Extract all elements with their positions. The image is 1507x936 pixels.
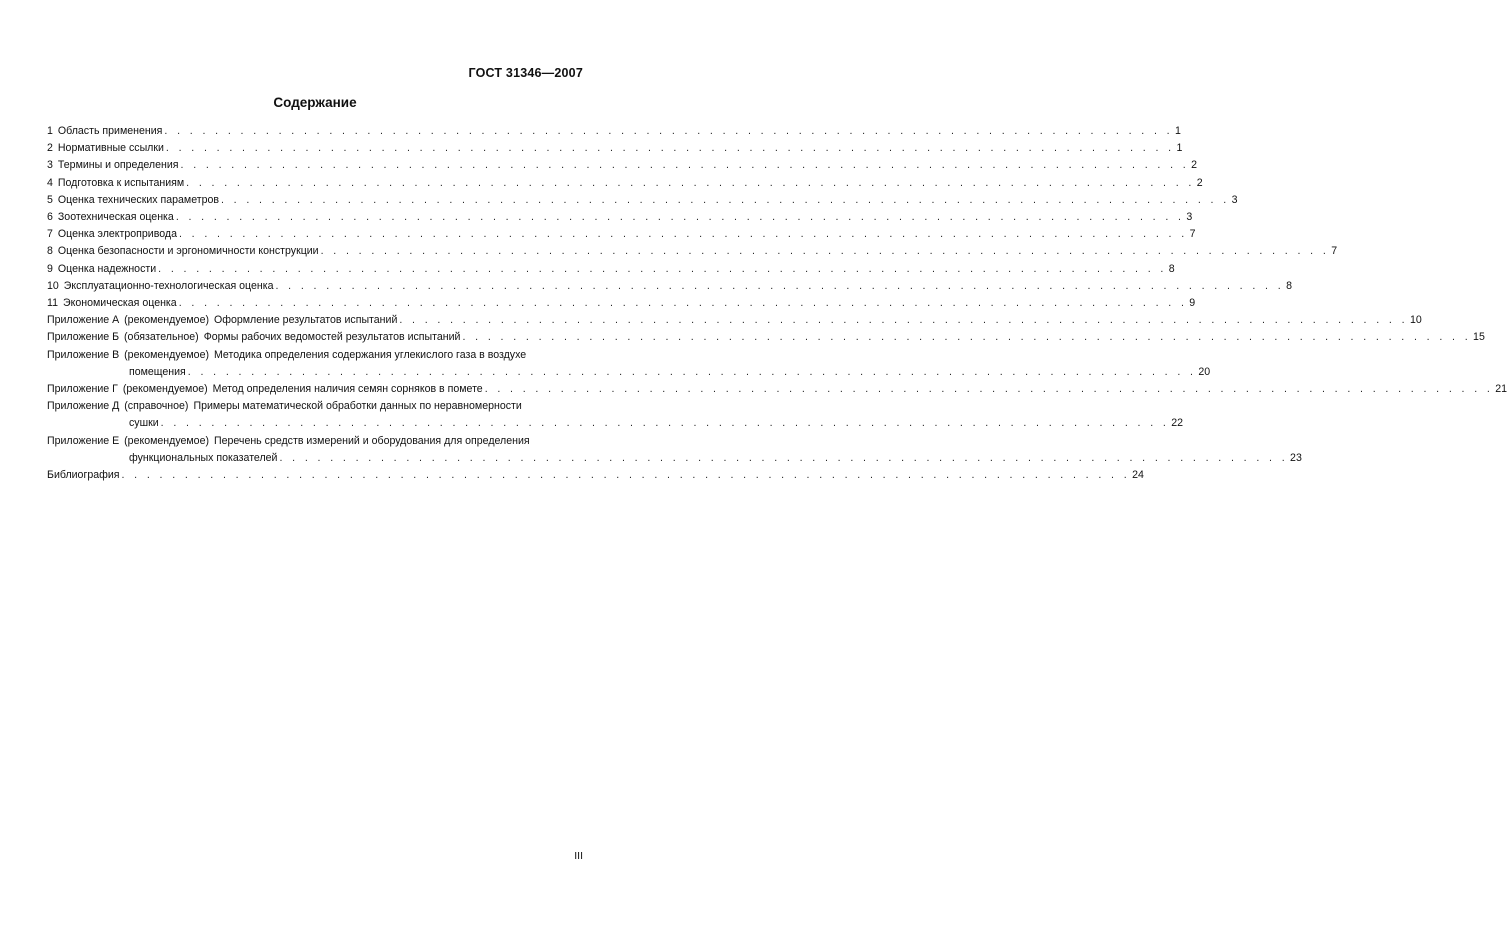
toc-entry-line xyxy=(47,192,1238,209)
toc-entry-line xyxy=(47,140,1183,157)
toc-entry[interactable] xyxy=(47,243,1338,260)
toc-entry-number: 10 xyxy=(47,279,59,292)
toc-entry-title-continued: помещения xyxy=(129,365,186,378)
toc-entry-number: Приложение Е xyxy=(47,434,120,447)
toc-entry-line-continued xyxy=(47,450,1302,467)
toc-entry-title: Оценка электропривода xyxy=(57,228,177,241)
toc-entry-number: Приложение Г xyxy=(47,383,118,396)
toc-entry[interactable] xyxy=(47,433,1302,467)
toc-entry-leader: . . . . . . . . . . . . . . . . . . . . . . . . . . . . . . . . . . . . . . . . . . . . . . . . . . . . . . . . . . . . . . . . . . . . . . . . . . . . . . . . xyxy=(279,451,1289,464)
toc-entry-number: 7 xyxy=(47,228,53,241)
toc-entry-leader: . . . . . . . . . . . . . . . . . . . . . . . . . . . . . . . . . . . . . . . . . . . . . . . . . . . . . . . . . . . . . . . . . . . . . . . . . . . . . . . . xyxy=(158,262,1167,275)
toc-entry-page: 24 xyxy=(1132,469,1144,482)
toc-entry[interactable] xyxy=(47,226,1196,243)
toc-entry-leader: . . . . . . . . . . . . . . . . . . . . . . . . . . . . . . . . . . . . . . . . . . . . . . . . . . . . . . . . . . . . . . . . . . . . . . . . . . . . . . . . xyxy=(186,176,1195,189)
toc-entry-annex-status: (справочное) xyxy=(124,400,189,413)
toc-entry-number: Библиография xyxy=(47,469,120,482)
toc-entry-line xyxy=(47,226,1196,243)
toc-entry-annex-status: (рекомендуемое) xyxy=(122,383,208,396)
toc-entry-title: Метод определения наличия семян сорняков в помете xyxy=(212,383,483,396)
toc-entry-title: Подготовка к испытаниям xyxy=(57,176,185,189)
toc-entry[interactable] xyxy=(47,209,1193,226)
toc-entry-line xyxy=(47,157,1198,174)
toc-entry[interactable] xyxy=(47,278,1292,295)
toc-entry-leader: . . . . . . . . . . . . . . . . . . . . . . . . . . . . . . . . . . . . . . . . . . . . . . . . . . . . . . . . . . . . . . . . . . . . . . . . . . . . . . . . xyxy=(275,279,1285,292)
toc-entry-number: 3 xyxy=(47,159,53,172)
toc-entry-number: 5 xyxy=(47,193,53,206)
toc-entry-title: Область применения xyxy=(57,125,163,137)
toc-entry-leader: . . . . . . . . . . . . . . . . . . . . . . . . . . . . . . . . . . . . . . . . . . . . . . . . . . . . . . . . . . . . . . . . . . . . . . . . . . . . . . . . xyxy=(175,211,1185,224)
toc-entry[interactable] xyxy=(47,295,1196,312)
toc-entry-line-continued xyxy=(47,364,1211,381)
toc-entry-page: 15 xyxy=(1473,331,1485,344)
toc-entry-number: 4 xyxy=(47,176,53,189)
toc-entry-line xyxy=(47,347,583,364)
toc-entry-page: 8 xyxy=(1286,279,1292,292)
toc-entry-line xyxy=(47,381,1507,398)
toc-entry-number: Приложение Д xyxy=(47,400,120,413)
toc-entry-annex-status: (рекомендуемое) xyxy=(124,348,209,361)
toc-entry-page: 1 xyxy=(1176,142,1183,155)
toc-title: Содержание xyxy=(273,95,357,110)
toc-entry-title: Оценка технических параметров xyxy=(57,193,219,206)
toc-entry-leader: . . . . . . . . . . . . . . . . . . . . . . . . . . . . . . . . . . . . . . . . . . . . . . . . . . . . . . . . . . . . . . . . . . . . . . . . . . . . . . . . xyxy=(121,469,1131,482)
toc-entry-line xyxy=(47,278,1292,295)
toc-entry-title-continued: функциональных показателей xyxy=(129,451,278,464)
toc-entry[interactable] xyxy=(47,329,1485,346)
toc-entry-number: 6 xyxy=(47,211,53,224)
toc-entry[interactable] xyxy=(47,140,1183,157)
toc-entry-page: 20 xyxy=(1198,365,1211,378)
toc-entry-number: 1 xyxy=(47,125,53,137)
toc-entry-number: 2 xyxy=(47,142,53,155)
toc-entry-page: 2 xyxy=(1191,159,1198,172)
toc-entry-leader: . . . . . . . . . . . . . . . . . . . . . . . . . . . . . . . . . . . . . . . . . . . . . . . . . . . . . . . . . . . . . . . . . . . . . . . . . . . . . . . . xyxy=(160,417,1170,430)
toc-entry-number: Приложение А xyxy=(47,314,120,327)
toc-entry[interactable] xyxy=(47,123,1181,140)
toc-entry-line xyxy=(47,312,1422,329)
toc-entry-number: 8 xyxy=(47,245,53,258)
toc-entry-leader: . . . . . . . . . . . . . . . . . . . . . . . . . . . . . . . . . . . . . . . . . . . . . . . . . . . . . . . . . . . . . . . . . . . . . . . . . . . . . . . . xyxy=(164,125,1173,137)
toc-entry-line xyxy=(47,209,1193,226)
toc-entry[interactable] xyxy=(47,347,1211,381)
toc-entry-title: Примеры математической обработки данных по неравномерности xyxy=(193,400,522,413)
toc-entry-page: 3 xyxy=(1186,211,1193,224)
toc-entry-line-continued xyxy=(47,415,1184,432)
toc-entry-page: 7 xyxy=(1331,245,1338,258)
toc-entry-page: 8 xyxy=(1168,262,1175,275)
toc-entry-page: 7 xyxy=(1189,228,1196,241)
toc-entry[interactable] xyxy=(47,467,1144,484)
toc-entry-title: Эксплуатационно-технологическая оценка xyxy=(63,279,274,292)
toc-entry-title: Зоотехническая оценка xyxy=(57,211,174,224)
toc-entry-title: Нормативные ссылки xyxy=(57,142,164,155)
toc-entry-line xyxy=(47,398,583,415)
toc-entry-leader: . . . . . . . . . . . . . . . . . . . . . . . . . . . . . . . . . . . . . . . . . . . . . . . . . . . . . . . . . . . . . . . . . . . . . . . . . . . . . . . . xyxy=(180,159,1190,172)
toc-entry-number: 9 xyxy=(47,262,53,275)
toc-entry[interactable] xyxy=(47,398,1184,432)
toc-entry-line xyxy=(47,123,1181,140)
toc-entry-leader: . . . . . . . . . . . . . . . . . . . . . . . . . . . . . . . . . . . . . . . . . . . . . . . . . . . . . . . . . . . . . . . . . . . . . . . . . . . . . . . . xyxy=(320,245,1330,258)
toc-entry-line xyxy=(47,467,1144,484)
toc-entry-leader: . . . . . . . . . . . . . . . . . . . . . . . . . . . . . . . . . . . . . . . . . . . . . . . . . . . . . . . . . . . . . . . . . . . . . . . . . . . . . . . . xyxy=(399,314,1408,327)
toc-entry-leader: . . . . . . . . . . . . . . . . . . . . . . . . . . . . . . . . . . . . . . . . . . . . . . . . . . . . . . . . . . . . . . . . . . . . . . . . . . . . . . . . xyxy=(165,142,1175,155)
toc-entry-line xyxy=(47,243,1338,260)
toc-entry[interactable] xyxy=(47,157,1198,174)
toc-entry-page: 23 xyxy=(1290,451,1302,464)
toc-entry-page: 22 xyxy=(1171,417,1184,430)
toc-entry-line xyxy=(47,433,583,450)
toc-entry-leader: . . . . . . . . . . . . . . . . . . . . . . . . . . . . . . . . . . . . . . . . . . . . . . . . . . . . . . . . . . . . . . . . . . . . . . . . . . . . . . . . xyxy=(484,383,1494,396)
toc-entry-page: 2 xyxy=(1196,176,1203,189)
toc-entry-page: 10 xyxy=(1409,314,1422,327)
toc-entry-number: Приложение В xyxy=(47,348,120,361)
toc-entry-line xyxy=(47,261,1175,278)
toc-entry-page: 9 xyxy=(1189,297,1196,310)
toc-entry-title: Экономическая оценка xyxy=(63,297,177,310)
toc-entry[interactable] xyxy=(47,381,1507,398)
toc-entry[interactable] xyxy=(47,192,1238,209)
toc-entry-leader: . . . . . . . . . . . . . . . . . . . . . . . . . . . . . . . . . . . . . . . . . . . . . . . . . . . . . . . . . . . . . . . . . . . . . . . . . . . . . . . . xyxy=(462,331,1472,344)
document-code: ГОСТ 31346—2007 xyxy=(468,66,583,80)
table-of-contents xyxy=(47,123,1507,484)
toc-entry-number: Приложение Б xyxy=(47,331,120,344)
toc-entry-leader: . . . . . . . . . . . . . . . . . . . . . . . . . . . . . . . . . . . . . . . . . . . . . . . . . . . . . . . . . . . . . . . . . . . . . . . . . . . . . . . . xyxy=(187,365,1197,378)
toc-entry-annex-status: (рекомендуемое) xyxy=(124,434,209,447)
toc-entry-leader: . . . . . . . . . . . . . . . . . . . . . . . . . . . . . . . . . . . . . . . . . . . . . . . . . . . . . . . . . . . . . . . . . . . . . . . . . . . . . . . . xyxy=(178,297,1188,310)
toc-entry-leader: . . . . . . . . . . . . . . . . . . . . . . . . . . . . . . . . . . . . . . . . . . . . . . . . . . . . . . . . . . . . . . . . . . . . . . . . . . . . . . . . xyxy=(221,193,1230,206)
toc-entry-title: Перечень средств измерений и оборудования для определения xyxy=(213,434,530,447)
toc-entry-annex-status: (обязательное) xyxy=(124,331,199,344)
toc-entry-page: 3 xyxy=(1231,193,1238,206)
toc-entry-title: Оформление результатов испытаний xyxy=(213,314,398,327)
toc-entry[interactable] xyxy=(47,175,1203,192)
toc-entry-line xyxy=(47,295,1196,312)
toc-entry-number: 11 xyxy=(47,297,58,310)
toc-entry-title: Методика определения содержания углекислого газа в воздухе xyxy=(213,348,527,361)
toc-entry-line xyxy=(47,329,1485,346)
toc-entry-title: Термины и определения xyxy=(57,159,179,172)
toc-entry-title: Формы рабочих ведомостей результатов испытаний xyxy=(203,331,461,344)
toc-entry[interactable] xyxy=(47,312,1422,329)
toc-entry-page: 21 xyxy=(1495,383,1507,396)
page-number: III xyxy=(574,850,583,862)
toc-entry-title-continued: сушки xyxy=(129,417,159,430)
toc-entry-leader: . . . . . . . . . . . . . . . . . . . . . . . . . . . . . . . . . . . . . . . . . . . . . . . . . . . . . . . . . . . . . . . . . . . . . . . . . . . . . . . . xyxy=(178,228,1188,241)
toc-entry-annex-status: (рекомендуемое) xyxy=(124,314,209,327)
toc-entry-page: 1 xyxy=(1174,125,1181,137)
toc-entry-title: Оценка безопасности и эргономичности конструкции xyxy=(57,245,319,258)
toc-entry-line xyxy=(47,175,1203,192)
toc-entry-title: Оценка надежности xyxy=(57,262,157,275)
toc-entry[interactable] xyxy=(47,261,1175,278)
